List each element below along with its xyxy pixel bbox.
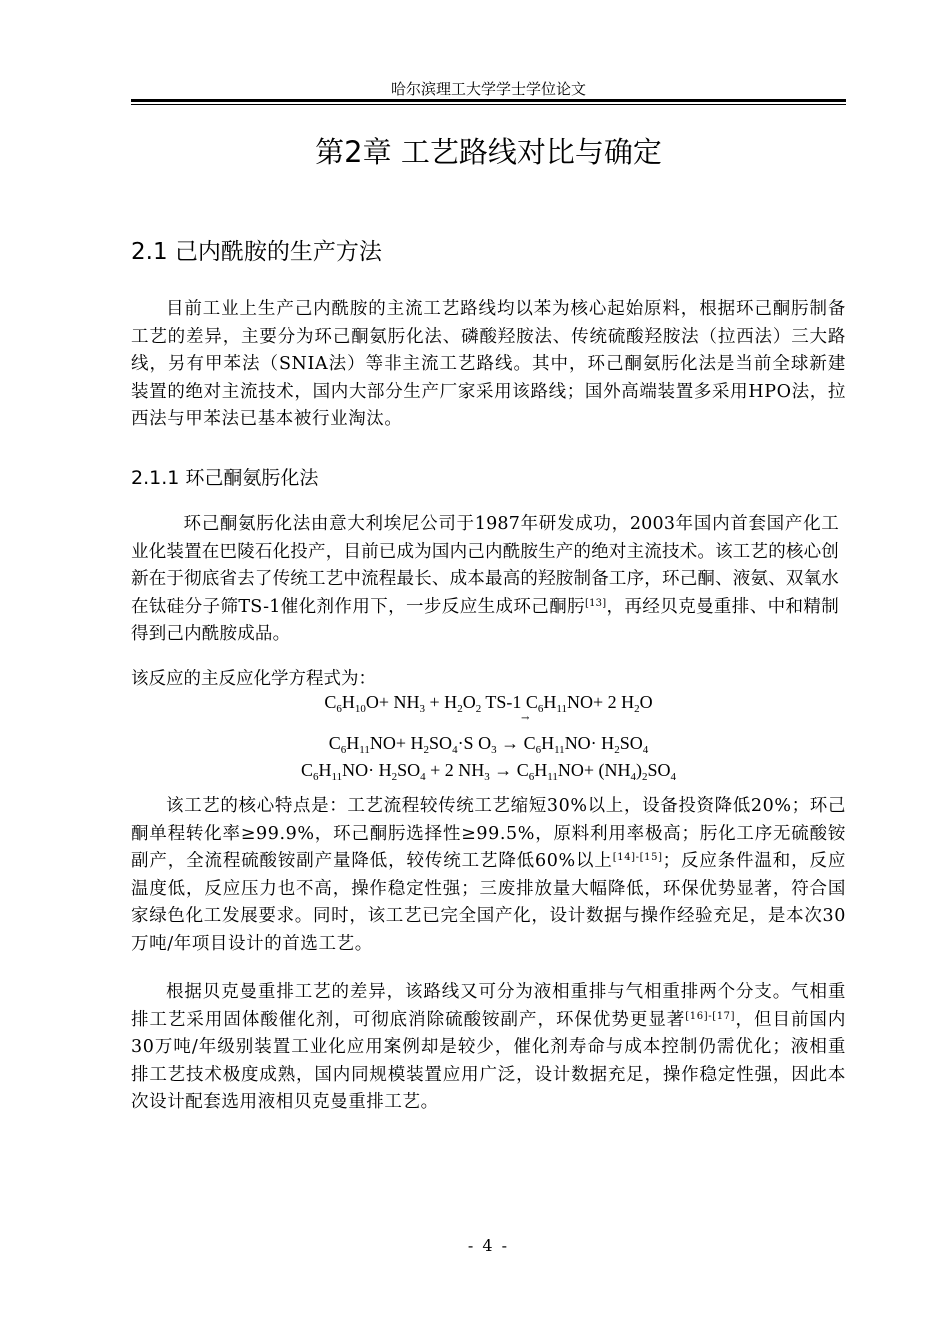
eq-subscript: 6 — [528, 771, 535, 783]
eq-term: H — [341, 692, 355, 712]
section-title: 2.1 己内酰胺的生产方法 — [131, 239, 382, 265]
paragraph-features — [131, 793, 846, 958]
eq-term: H — [534, 760, 548, 780]
paragraph-intro: 目前工业上生产己内酰胺的主流工艺路线均以苯为核心起始原料，根据环己酮肟制备工艺的差异，主要分为环己酮氨肟化法、磷酸羟胺法、传统硫酸羟胺法（拉西法）三大路线，另有甲苯法（SNIA法）等非主流工艺路线。其中，环己酮氨肟化法是当前全球新建装置的绝对主流技术，国内大部分生产厂家采用该路线；国外高端装置多采用HPO法，拉西法与甲苯法已基本被行业淘汰。 — [131, 299, 846, 429]
eq-subscript: 2 — [457, 703, 463, 715]
paragraph-text: ；反应条件温和，反应温度低，反应压力也不高，操作稳定性强；三废排放量大幅降低，环保优势显著，符合国家绿色化工发展要求。同时，该工艺已完全国产化，设计数据与操作经验充足，是本次30万吨/年项目设计的首选工艺。 — [131, 851, 846, 954]
reaction-arrow-icon: → — [521, 713, 530, 724]
eq-term: SO — [429, 733, 453, 753]
eq-subscript: 3 — [484, 771, 490, 783]
running-header: 哈尔滨理工大学学士学位论文 — [390, 80, 586, 98]
eq-term: SO — [397, 760, 421, 780]
eq-subscript: 4 — [452, 744, 458, 756]
paragraph-text: ，再经贝克曼重排、中和精制得到己内酰胺成品。 — [131, 596, 839, 644]
eq-term: H — [318, 760, 332, 780]
eq-term: H — [346, 733, 360, 753]
eq-term: C — [300, 760, 313, 780]
eq-term: H — [541, 733, 555, 753]
paragraph-rearrangement — [131, 979, 846, 1117]
header-rule-thick — [131, 99, 846, 102]
eq-term: O — [462, 692, 476, 712]
chapter-title: 第2章 工艺路线对比与确定 — [315, 135, 662, 169]
paragraph-text: 根据贝克曼重排工艺的差异，该路线又可分为液相重排与气相重排两个分支。气相重排工艺采用固体酸催化剂，可彻底消除硫酸铵副产，环保优势更显著 — [131, 982, 846, 1030]
paragraph-text: 该工艺的核心特点是：工艺流程较传统工艺缩短30%以上，设备投资降低20%；环己酮单程转化率≥99.9%，环己酮肟选择性≥99.5%，原料利用率极高；肟化工序无硫酸铵副产，全流程硫酸铵副产量降低，较传统工艺降低60%以上 — [131, 796, 846, 871]
eq-subscript: 11 — [359, 744, 370, 756]
eq-subscript: 6 — [535, 744, 542, 756]
eq-subscript: 10 — [354, 703, 366, 715]
eq-subscript: 2 — [634, 703, 640, 715]
eq-subscript: 2 — [391, 771, 398, 783]
equation-1 — [131, 692, 846, 713]
eq-term: C — [324, 692, 337, 712]
eq-subscript: 6 — [537, 703, 544, 715]
eq-term: NO· H — [564, 733, 615, 753]
equation-2 — [131, 733, 846, 754]
eq-term: + 2 NH — [425, 760, 485, 780]
eq-subscript: 4 — [420, 771, 426, 783]
eq-term: NO· H — [342, 760, 392, 780]
eq-subscript: 2 — [642, 771, 648, 783]
eq-term: C — [328, 733, 341, 753]
eq-subscript: 11 — [554, 744, 565, 756]
eq-subscript: 2 — [423, 744, 430, 756]
citation: [14]-[15] — [612, 852, 663, 863]
eq-subscript: 6 — [340, 744, 347, 756]
eq-term: + H — [425, 692, 458, 712]
eq-term: O+ NH — [365, 692, 420, 712]
paragraph-text: 环己酮氨肟化法由意大利埃尼公司于1987年研发成功，2003年国内首套国产化工业化装置在巴陵石化投产，目前已成为国内己内酰胺生产的绝对主流技术。该工艺的核心创新在于彻底省去了传统工艺中流程最长、成本最高的羟胺制备工序，环己酮、液氨、双氧水在钛硅分子筛TS-1催化剂作用下，一步反应生成环己酮肟 — [131, 514, 839, 617]
eq-term: SO — [619, 733, 643, 753]
eq-subscript: 6 — [312, 771, 319, 783]
header-rule-thin — [131, 104, 846, 105]
eq-subscript: 4 — [630, 771, 637, 783]
eq-term: TS-1 C — [481, 692, 538, 712]
citation: [13] — [585, 597, 607, 609]
eq-subscript: 3 — [419, 703, 426, 715]
eq-term: ·S O — [457, 733, 492, 753]
eq-term: → C — [489, 760, 529, 780]
paragraph-text: ，但目前国内30万吨/年级别装置工业化应用案例却是较少，催化剂寿命与成本控制仍需优化；液相重排工艺技术极度成熟，国内同规模装置应用广泛，设计数据充足，操作稳定性强，因此本次设计配套选用液相贝克曼重排工艺。 — [131, 1009, 846, 1112]
equation-intro: 该反应的主反应化学方程式为： — [131, 669, 376, 689]
eq-subscript: 2 — [475, 703, 482, 715]
equation-3 — [131, 760, 846, 781]
eq-term: SO — [647, 760, 671, 780]
subsection-title: 2.1.1 环己酮氨肟化法 — [131, 467, 319, 489]
citation: [16]-[17] — [685, 1010, 736, 1022]
eq-subscript: 11 — [331, 771, 343, 783]
eq-subscript: 6 — [336, 703, 342, 715]
eq-term: NO+ 2 H — [566, 692, 635, 712]
eq-term: NO+ H — [369, 733, 424, 753]
eq-term: H — [543, 692, 557, 712]
eq-subscript: 2 — [614, 744, 620, 756]
eq-term: → C — [496, 733, 536, 753]
eq-subscript: 11 — [556, 703, 567, 715]
eq-subscript: 11 — [547, 771, 558, 783]
eq-term: NO+ (NH — [557, 760, 631, 780]
page-number: - 4 - — [467, 1236, 510, 1255]
eq-subscript: 3 — [491, 744, 497, 756]
eq-subscript: 4 — [642, 744, 649, 756]
eq-subscript: 4 — [670, 771, 677, 783]
eq-term: O — [639, 692, 653, 712]
eq-term: ) — [636, 760, 643, 780]
paragraph-ammoximation — [131, 511, 839, 649]
